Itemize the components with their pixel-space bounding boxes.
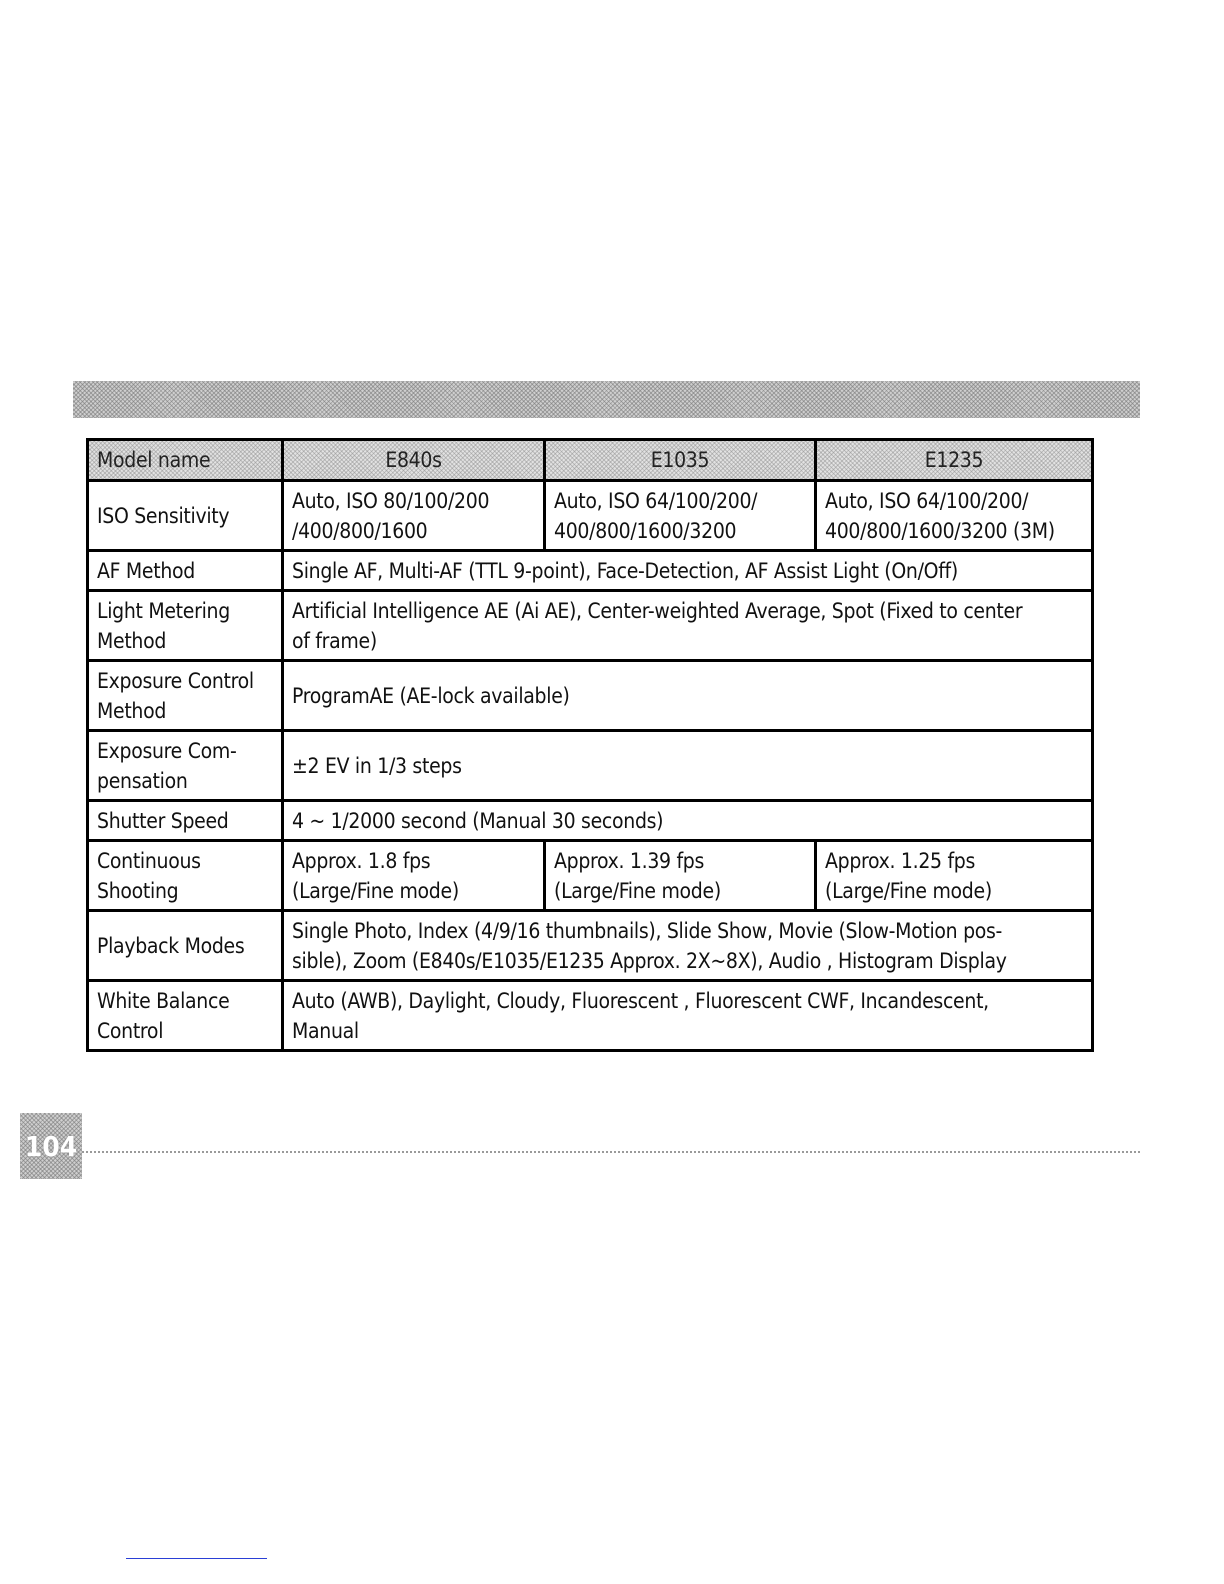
row-label: Playback Modes [88,911,283,981]
label-line: Method [97,699,167,723]
cell-line: (Large/Fine mode) [292,879,459,903]
table-header-row [88,440,1093,481]
header-band [73,381,1140,418]
row-label: ISO Sensitivity [88,481,283,551]
header-model-e1035: E1035 [545,440,816,481]
footer-underline [126,1558,267,1559]
table-row-playback [88,911,1093,981]
row-label [88,731,283,801]
cell-white-balance-value [283,981,1093,1051]
label-line: Shooting [97,879,179,903]
cell-line: Manual [292,1019,359,1043]
label-line: Exposure Control [97,669,254,693]
row-label [88,841,283,911]
header-model-name: Model name [88,440,283,481]
table-row-iso [88,481,1093,551]
cell-exposure-comp-value: ±2 EV in 1/3 steps [283,731,1093,801]
cell-shutter-value: 4 ~ 1/2000 second (Manual 30 seconds) [283,801,1093,841]
label-line: Control [97,1019,164,1043]
cell-iso-e1035 [545,481,816,551]
cell-metering-value [283,591,1093,661]
table-row-shutter [88,801,1093,841]
cell-line: Auto, ISO 64/100/200/ [554,489,758,513]
cell-continuous-e1235 [816,841,1093,911]
cell-af-value: Single AF, Multi-AF (TTL 9-point), Face-Detection, AF Assist Light (On/Off) [283,551,1093,591]
cell-iso-e1235 [816,481,1093,551]
row-label: AF Method [88,551,283,591]
cell-line: (Large/Fine mode) [554,879,721,903]
header-model-e1235: E1235 [816,440,1093,481]
cell-playback-value [283,911,1093,981]
cell-line: 400/800/1600/3200 (3M) [825,519,1055,543]
table-row-continuous [88,841,1093,911]
cell-continuous-e1035 [545,841,816,911]
page-number: 104 [20,1113,82,1179]
table-row-white-balance [88,981,1093,1051]
spec-table [86,438,1094,1052]
label-line: Light Metering [97,599,230,623]
table-row-exposure-comp [88,731,1093,801]
cell-line: Auto, ISO 64/100/200/ [825,489,1029,513]
cell-line: Approx. 1.39 fps [554,849,705,873]
cell-exposure-control-value: ProgramAE (AE-lock available) [283,661,1093,731]
label-line: Exposure Com- [97,739,237,763]
header-model-e840s: E840s [283,440,545,481]
cell-line: Artificial Intelligence AE (Ai AE), Center-weighted Average, Spot (Fixed to center [292,599,1023,623]
cell-line: Approx. 1.25 fps [825,849,976,873]
label-line: Method [97,629,167,653]
cell-line: 400/800/1600/3200 [554,519,737,543]
row-label [88,661,283,731]
cell-iso-e840s [283,481,545,551]
label-line: pensation [97,769,188,793]
cell-line: /400/800/1600 [292,519,428,543]
cell-line: of frame) [292,629,377,653]
cell-line: Auto (AWB), Daylight, Cloudy, Fluorescent , Fluorescent CWF, Incandescent, [292,989,989,1013]
table-row-af [88,551,1093,591]
row-label: Shutter Speed [88,801,283,841]
row-label [88,591,283,661]
table-row-exposure-control [88,661,1093,731]
footer-divider [82,1151,1140,1153]
cell-continuous-e840s [283,841,545,911]
cell-line: sible), Zoom (E840s/E1035/E1235 Approx. 2X~8X), Audio , Histogram Display [292,949,1007,973]
cell-line: Auto, ISO 80/100/200 [292,489,490,513]
table-row-metering [88,591,1093,661]
label-line: Continuous [97,849,201,873]
label-line: White Balance [97,989,230,1013]
row-label [88,981,283,1051]
cell-line: Single Photo, Index (4/9/16 thumbnails), Slide Show, Movie (Slow-Motion pos- [292,919,1003,943]
cell-line: (Large/Fine mode) [825,879,992,903]
cell-line: Approx. 1.8 fps [292,849,431,873]
